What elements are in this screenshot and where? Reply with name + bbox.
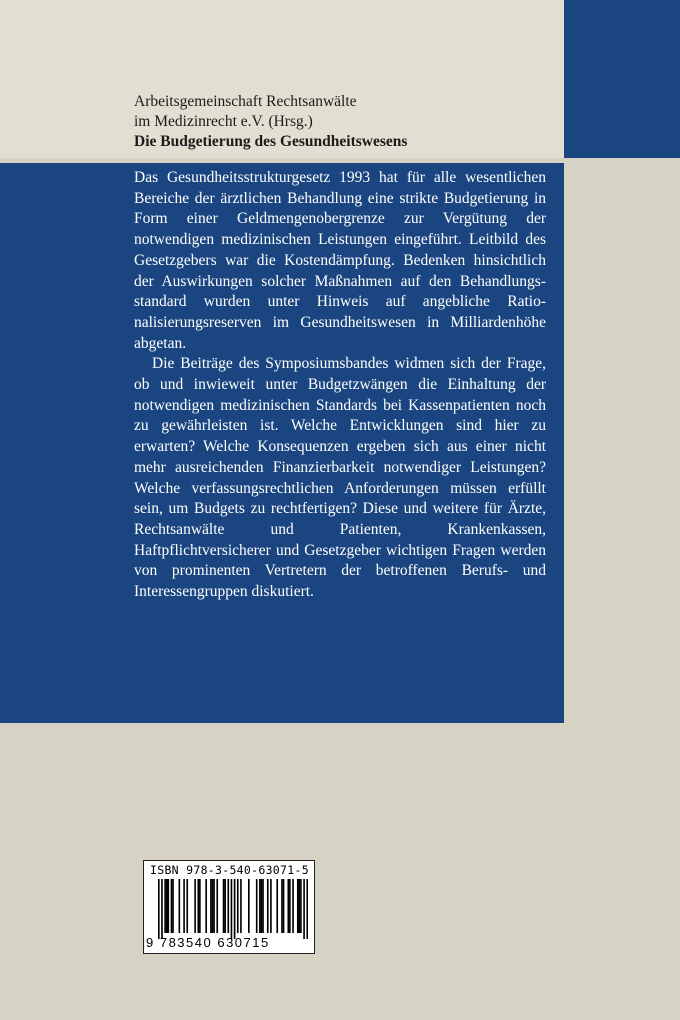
ean-digits: 9 783540 630715 bbox=[146, 935, 270, 950]
barcode-bar bbox=[292, 879, 294, 933]
blurb-paragraph-1: Das Gesundheitsstrukturgesetz 1993 hat für alle wesentlichen Bereiche der ärztlichen Behandlung eine strikte Budgetierung in Form einer Geldmengenobergrenze zur Vergütung der notwendigen medizinischen Leistungen eingeführt. Leitbild des Gesetzgebers war die Kostendämpfung. Bedenken hinsichtlich der Auswirkungen solcher Maßnahmen auf den Behandlungsstandard wurden unter Hinweis auf angebliche Rationalisierungsreserven im Gesundheitswesen in Milliardenhöhe abgetan. bbox=[134, 169, 546, 352]
barcode-bar bbox=[216, 879, 218, 933]
barcode-bar bbox=[306, 879, 308, 939]
barcode-bar bbox=[183, 879, 185, 933]
barcode-bar bbox=[262, 879, 264, 933]
blurb-text bbox=[134, 168, 546, 603]
barcode-bar bbox=[303, 879, 305, 939]
barcode-bar bbox=[167, 879, 169, 933]
barcode-bar bbox=[199, 879, 201, 933]
barcode-bar bbox=[186, 879, 188, 933]
barcode-bar bbox=[194, 879, 196, 933]
barcode-bar bbox=[248, 879, 250, 933]
barcode-bar bbox=[161, 879, 163, 939]
barcode-bar bbox=[300, 879, 302, 933]
barcode-bar bbox=[172, 879, 174, 933]
isbn-barcode bbox=[143, 860, 315, 954]
barcode-bar bbox=[158, 879, 160, 939]
barcode-bar bbox=[270, 879, 272, 933]
barcode-bar bbox=[166, 879, 168, 933]
barcode-bar bbox=[240, 879, 242, 933]
barcode-bar bbox=[267, 879, 269, 933]
barcode-bar bbox=[210, 879, 212, 933]
barcode-bar bbox=[224, 879, 226, 933]
barcode-bar bbox=[234, 879, 236, 939]
barcode-bars bbox=[158, 879, 308, 939]
barcode-bar bbox=[256, 879, 258, 933]
barcode-bar bbox=[205, 879, 207, 933]
book-title: Die Budgetierung des Gesundheitswesens bbox=[134, 133, 408, 150]
barcode-bar bbox=[287, 879, 289, 933]
barcode-bar bbox=[281, 879, 283, 933]
corner-color-block bbox=[564, 0, 680, 158]
barcode-bar bbox=[213, 879, 215, 933]
barcode-bar bbox=[179, 879, 181, 933]
barcode-bar bbox=[283, 879, 285, 933]
barcode-bar bbox=[289, 879, 291, 933]
barcode-bar bbox=[259, 879, 261, 933]
barcode-bar bbox=[223, 879, 225, 933]
barcode-bar bbox=[237, 879, 239, 933]
barcode-bar bbox=[297, 879, 299, 933]
blurb-paragraph-2: Die Beiträge des Symposiumsbandes widmen sich der Frage, ob und inwieweit unter Budgetzwängen die Einhaltung der notwendigen medizinischen Standards bei Kassenpatienten noch zu gewährleisten ist. Welche Entwicklungen sind hier zu erwarten? Welche Konsequenzen ergeben sich aus einer nicht mehr ausreichenden Finanzierbarkeit notwendiger Leistungen? Welche verfassungsrechtlichen Anforderungen müssen erfüllt sein, um Budgets zu rechtfertigen? Diese und weitere für Ärzte, Rechtsanwälte und Patienten, Krankenkassen, Haftpflichtversicherer und Gesetzgeber wichtigen Fragen werden von prominenten Vertretern der betroffenen Berufs- und Interessengruppen diskutiert. bbox=[134, 355, 546, 601]
barcode-bar bbox=[231, 879, 233, 939]
editor-line-1: Arbeitsgemeinschaft Rechtsanwälte bbox=[134, 93, 357, 110]
book-header bbox=[134, 92, 554, 152]
barcode-bar bbox=[197, 879, 199, 933]
barcode-bar bbox=[164, 879, 166, 933]
isbn-text: ISBN 978-3-540-63071-5 bbox=[150, 863, 309, 877]
barcode-bar bbox=[171, 879, 173, 933]
barcode-bar bbox=[299, 879, 301, 933]
barcode-bar bbox=[276, 879, 278, 933]
barcode-bar bbox=[212, 879, 214, 933]
editor-line-2: im Medizinrecht e.V. (Hrsg.) bbox=[134, 113, 313, 130]
barcode-bar bbox=[261, 879, 263, 933]
barcode-bar bbox=[227, 879, 229, 933]
